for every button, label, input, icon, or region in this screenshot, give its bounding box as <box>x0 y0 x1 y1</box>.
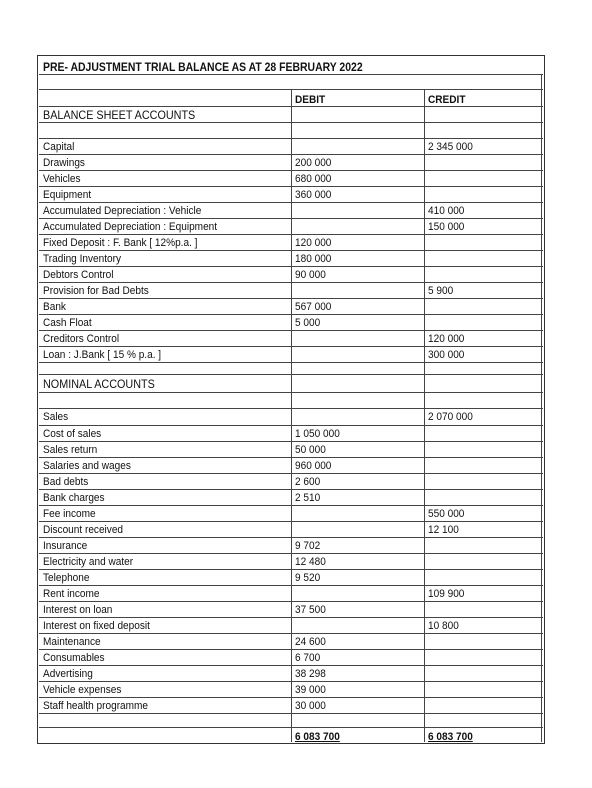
credit-amount: 2 070 000 <box>428 411 473 423</box>
right-border <box>541 74 542 742</box>
account-name: Accumulated Depreciation : Equipment <box>43 221 218 233</box>
debit-amount: 50 000 <box>295 444 326 456</box>
debit-amount: 1 050 000 <box>295 428 340 440</box>
credit-column-border <box>424 89 425 742</box>
account-name: Rent income <box>43 588 100 600</box>
account-name: Provision for Bad Debts <box>43 285 149 297</box>
debit-amount: 6 700 <box>295 652 321 664</box>
debit-amount: 90 000 <box>295 269 326 281</box>
account-name: Sales return <box>43 444 98 456</box>
account-name: Cash Float <box>43 317 92 329</box>
debit-amount: 12 480 <box>295 556 326 568</box>
credit-amount: 12 100 <box>428 524 459 536</box>
account-name: Capital <box>43 141 75 153</box>
account-name: Interest on loan <box>43 604 113 616</box>
account-name: Staff health programme <box>43 700 149 712</box>
account-name: Maintenance <box>43 636 101 648</box>
account-name: Equipment <box>43 189 92 201</box>
account-name: Accumulated Depreciation : Vehicle <box>43 205 202 217</box>
account-name: Discount received <box>43 524 124 536</box>
account-name: Bank <box>43 301 66 313</box>
account-name: Bank charges <box>43 492 105 504</box>
debit-amount: 567 000 <box>295 301 332 313</box>
account-name: Sales <box>43 411 69 423</box>
account-name: Loan : J.Bank [ 15 % p.a. ] <box>43 349 162 361</box>
account-name: Fee income <box>43 508 96 520</box>
credit-column-header: CREDIT <box>428 94 466 106</box>
credit-amount: 550 000 <box>428 508 465 520</box>
credit-amount: 150 000 <box>428 221 465 233</box>
nominal-section-heading: NOMINAL ACCOUNTS <box>43 377 155 391</box>
account-name: Telephone <box>43 572 90 584</box>
account-name: Vehicle expenses <box>43 684 122 696</box>
debit-amount: 5 000 <box>295 317 321 329</box>
account-name: Electricity and water <box>43 556 134 568</box>
debit-amount: 9 520 <box>295 572 321 584</box>
debit-amount: 680 000 <box>295 173 332 185</box>
credit-amount: 300 000 <box>428 349 465 361</box>
debit-amount: 960 000 <box>295 460 332 472</box>
debit-amount: 180 000 <box>295 253 332 265</box>
account-name: Advertising <box>43 668 93 680</box>
account-name: Salaries and wages <box>43 460 131 472</box>
debit-amount: 9 702 <box>295 540 321 552</box>
debit-amount: 24 600 <box>295 636 326 648</box>
credit-amount: 2 345 000 <box>428 141 473 153</box>
credit-amount: 410 000 <box>428 205 465 217</box>
debit-column-border <box>291 89 292 742</box>
credit-amount: 10 800 <box>428 620 459 632</box>
account-name: Bad debts <box>43 476 89 488</box>
account-name: Drawings <box>43 157 85 169</box>
debit-amount: 38 298 <box>295 668 326 680</box>
debit-total: 6 083 700 <box>295 731 340 743</box>
account-name: Fixed Deposit : F. Bank [ 12%p.a. ] <box>43 237 198 249</box>
debit-amount: 2 510 <box>295 492 321 504</box>
debit-amount: 39 000 <box>295 684 326 696</box>
document-title: PRE- ADJUSTMENT TRIAL BALANCE AS AT 28 FEBRUARY 2022 <box>43 61 363 74</box>
account-name: Cost of sales <box>43 428 102 440</box>
account-name: Debtors Control <box>43 269 114 281</box>
account-name: Interest on fixed deposit <box>43 620 150 632</box>
balance-sheet-section-heading: BALANCE SHEET ACCOUNTS <box>43 108 196 122</box>
account-name: Trading Inventory <box>43 253 121 265</box>
debit-amount: 360 000 <box>295 189 332 201</box>
account-name: Consumables <box>43 652 105 664</box>
title-divider <box>39 74 543 75</box>
debit-amount: 2 600 <box>295 476 321 488</box>
debit-amount: 200 000 <box>295 157 332 169</box>
debit-column-header: DEBIT <box>295 94 326 106</box>
account-name: Vehicles <box>43 173 81 185</box>
debit-amount: 30 000 <box>295 700 326 712</box>
credit-amount: 5 900 <box>428 285 454 297</box>
credit-amount: 109 900 <box>428 588 465 600</box>
debit-amount: 120 000 <box>295 237 332 249</box>
account-name: Creditors Control <box>43 333 120 345</box>
credit-total: 6 083 700 <box>428 731 473 743</box>
credit-amount: 120 000 <box>428 333 465 345</box>
debit-amount: 37 500 <box>295 604 326 616</box>
account-name: Insurance <box>43 540 88 552</box>
